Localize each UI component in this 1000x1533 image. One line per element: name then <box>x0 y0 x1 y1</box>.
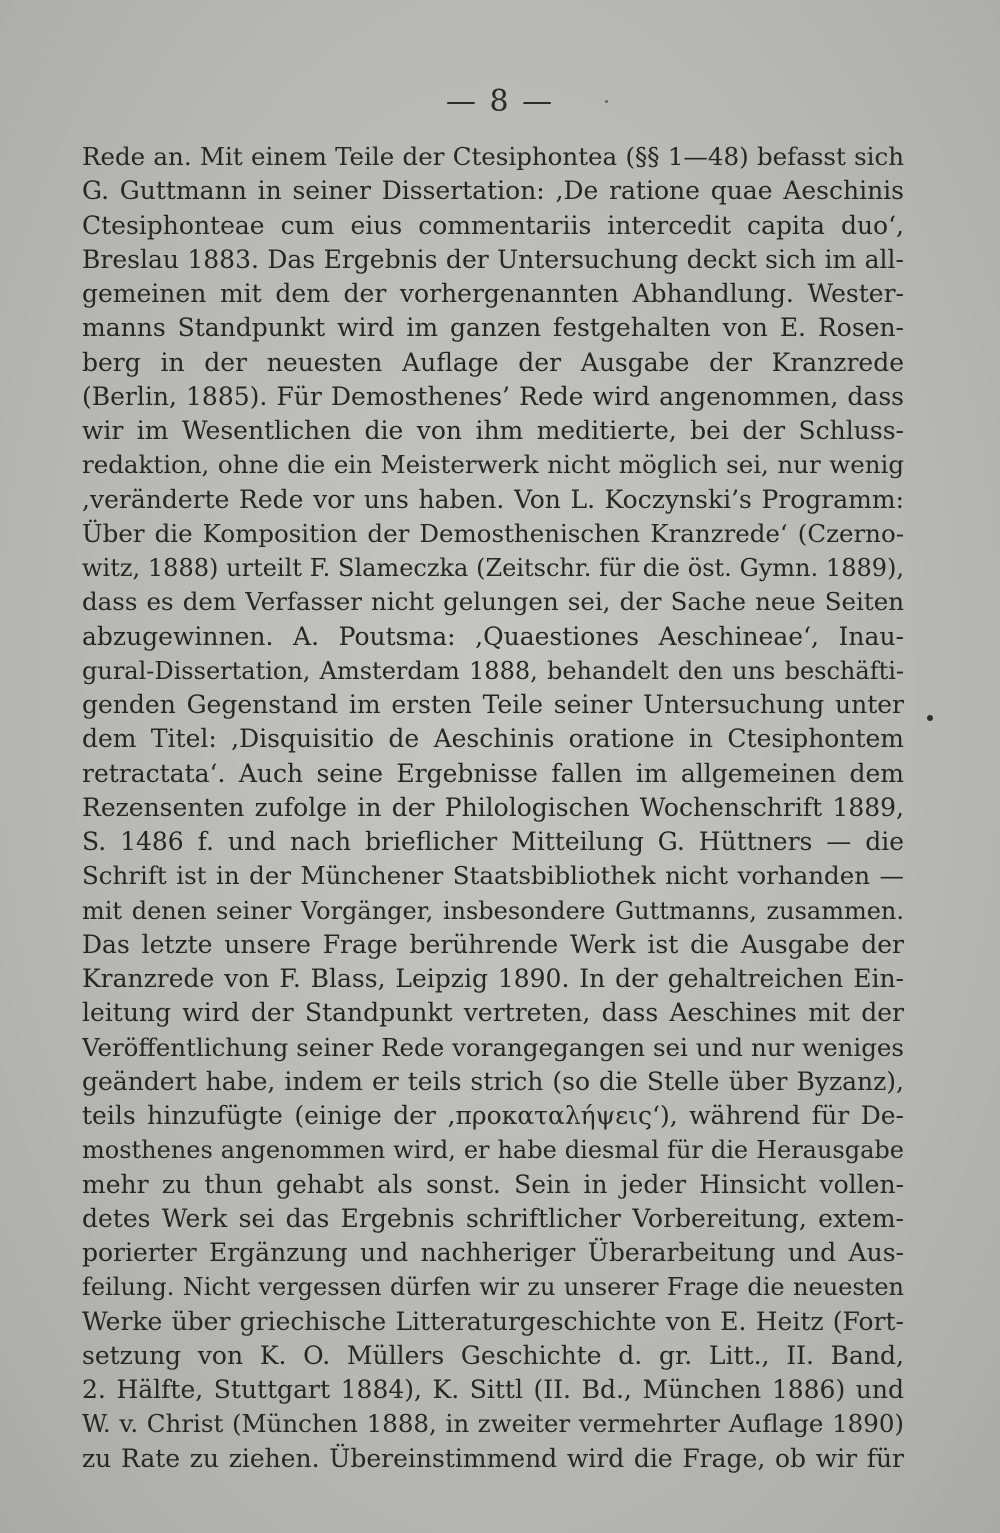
text-line: witz, 1888) urteilt F. Slameczka (Zeitschr. für die öst. Gymn. 1889), <box>82 554 904 582</box>
text-line: berg in der neuesten Auflage der Ausgabe der Kranzrede <box>82 347 904 377</box>
text-line: Rezensenten zufolge in der Philologischen Wochenschrift 1889, <box>82 792 904 822</box>
text-line: setzung von K. O. Müllers Geschichte d. gr. Litt., II. Band, <box>82 1340 904 1370</box>
text-line: redaktion, ohne die ein Meisterwerk nicht möglich sei, nur wenig <box>82 450 904 480</box>
text-line: Veröffentlichung seiner Rede vorangegangen sei und nur weniges <box>82 1032 904 1062</box>
text-line: genden Gegenstand im ersten Teile seiner Untersuchung unter <box>82 690 904 719</box>
text-line: mit denen seiner Vorgänger, insbesondere Guttmanns, zusammen. <box>82 896 904 925</box>
text-line: zu Rate zu ziehen. Übereinstimmend wird die Frage, ob wir für <box>82 1443 904 1473</box>
body-text <box>82 140 904 1476</box>
text-line: leitung wird der Standpunkt vertreten, dass Aeschines mit der <box>82 998 904 1028</box>
text-line: abzugewinnen. A. Poutsma: ,Quaestiones Aeschineae‘, Inau- <box>82 621 904 651</box>
text-line: teils hinzufügte (einige der ,προκαταλήψεις‘), während für De- <box>82 1101 904 1130</box>
page-number: — 8 — <box>445 84 555 119</box>
ink-speck <box>605 100 608 103</box>
text-line: retractata‘. Auch seine Ergebnisse fallen im allgemeinen dem <box>82 758 904 788</box>
text-line: Über die Komposition der Demosthenischen Kranzrede‘ (Czerno- <box>82 518 904 548</box>
text-line: (Berlin, 1885). Für Demosthenes’ Rede wird angenommen, dass <box>82 381 904 411</box>
text-line: ,veränderte Rede vor uns haben. Von L. Koczynski’s Programm: <box>82 484 904 514</box>
text-line: Werke über griechische Litteraturgeschichte von E. Heitz (Fort- <box>82 1306 904 1336</box>
text-line: dem Titel: ,Disquisitio de Aeschinis oratione in Ctesiphontem <box>82 724 904 754</box>
text-line: wir im Wesentlichen die von ihm meditierte, bei der Schluss- <box>82 416 904 445</box>
text-line: Rede an. Mit einem Teile der Ctesiphontea (§§ 1—48) befasst sich <box>82 142 904 171</box>
text-line: detes Werk sei das Ergebnis schriftlicher Vorbereitung, extem- <box>82 1203 904 1233</box>
text-line: Schrift ist in der Münchener Staatsbibliothek nicht vorhanden — <box>82 861 904 891</box>
ink-speck <box>927 715 933 721</box>
text-line: manns Standpunkt wird im ganzen festgehalten von E. Rosen- <box>82 313 904 343</box>
text-line: S. 1486 f. und nach brieflicher Mitteilung G. Hüttners — die <box>82 827 904 856</box>
text-line: W. v. Christ (München 1888, in zweiter vermehrter Auflage 1890) <box>82 1409 904 1439</box>
text-line: porierter Ergänzung und nachheriger Überarbeitung und Aus- <box>82 1238 904 1267</box>
text-line: gemeinen mit dem der vorhergenannten Abhandlung. Wester- <box>82 279 904 308</box>
text-line: feilung. Nicht vergessen dürfen wir zu unserer Frage die neuesten <box>82 1273 904 1302</box>
text-line: dass es dem Verfasser nicht gelungen sei, der Sache neue Seiten <box>82 587 904 617</box>
text-line: 2. Hälfte, Stuttgart 1884), K. Sittl (II. Bd., München 1886) und <box>82 1375 904 1404</box>
text-line: Breslau 1883. Das Ergebnis der Untersuchung deckt sich im all- <box>82 244 904 274</box>
text-line: Ctesiphonteae cum eius commentariis intercedit capita duo‘, <box>82 210 904 240</box>
text-line: Das letzte unsere Frage berührende Werk ist die Ausgabe der <box>82 929 904 959</box>
text-line: gural-Dissertation, Amsterdam 1888, behandelt den uns beschäfti- <box>82 656 904 685</box>
text-line: Kranzrede von F. Blass, Leipzig 1890. In der gehaltreichen Ein- <box>82 964 904 993</box>
text-line: G. Guttmann in seiner Dissertation: ,De ratione quae Aeschinis <box>82 176 904 206</box>
text-line: mehr zu thun gehabt als sonst. Sein in jeder Hinsicht vollen- <box>82 1169 904 1199</box>
text-line: mosthenes angenommen wird, er habe diesmal für die Herausgabe <box>82 1136 904 1165</box>
text-line: geändert habe, indem er teils strich (so die Stelle über Byzanz), <box>82 1066 904 1096</box>
